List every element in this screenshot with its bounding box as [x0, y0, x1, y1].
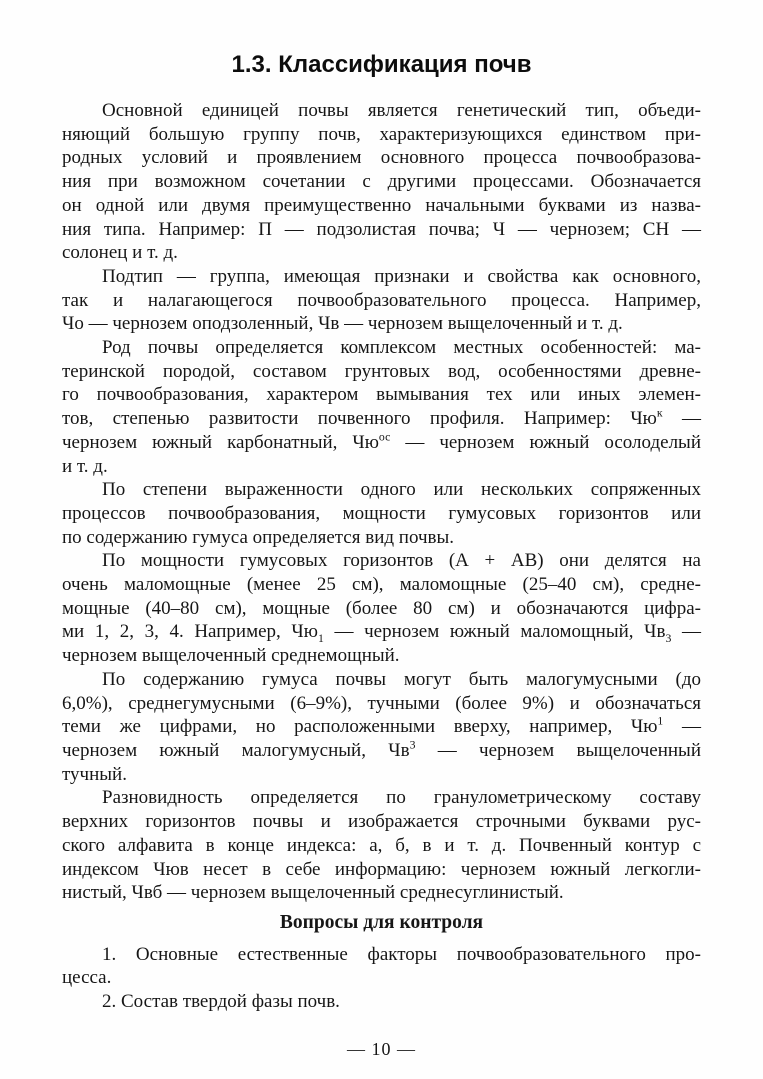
- text-line: нистый, Чвб — чернозем выщелоченный среднесуглинистый.: [62, 882, 564, 904]
- text-line: По степени выраженности одного или нескольких сопряженных: [102, 479, 701, 501]
- soil-index-superscript: к: [656, 406, 663, 420]
- question-item: [62, 943, 701, 990]
- soil-index-superscript: 3: [409, 738, 416, 752]
- text-line: ми 1, 2, 3, 4. Например, $Чю_1$ — чернозем южный маломощный, $Чв_3$ —: [62, 621, 702, 646]
- text-line: ния типа. Например: П — подзолистая почва; Ч — чернозем; СН —: [62, 218, 701, 240]
- paragraph: [62, 99, 701, 265]
- text-line: Основной единицей почвы является генетический тип, объеди-: [102, 100, 701, 121]
- soil-index-subscript: 1: [317, 632, 324, 646]
- questions-list: [62, 943, 701, 1014]
- paragraph: [62, 549, 701, 668]
- text-line: го почвообразования, характером вымывания тех или иных элемен-: [62, 384, 701, 406]
- text-line: цесса.: [62, 967, 112, 989]
- text-line: родных условий и проявлением основного процесса почвообразова-: [62, 147, 701, 169]
- text-line: тучный.: [62, 763, 127, 785]
- paragraph: [62, 668, 701, 787]
- text-line: процессов почвообразования, мощности гумусовых горизонтов или: [62, 502, 701, 524]
- text-line: няющий большую группу почв, характеризующихся единством при-: [62, 123, 701, 145]
- text-line: 2. Состав твердой фазы почв.: [102, 991, 340, 1013]
- text-line: чернозем выщелоченный среднемощный.: [62, 645, 400, 667]
- questions-subheading: Вопросы для контроля: [279, 911, 484, 933]
- text-line: тов, степенью развитости почвенного профиля. Например: $Чю^к$ —: [62, 406, 702, 430]
- paragraph: [62, 478, 701, 549]
- text-line: По мощности гумусовых горизонтов (А + АВ) они делятся на: [102, 550, 701, 572]
- body-text: [62, 99, 701, 905]
- question-item: [62, 990, 701, 1014]
- text-line: 6,0%), среднегумусными (6–9%), тучными (более 9%) и обозначаться: [62, 692, 701, 714]
- text-line: индексом Чюв несет в себе информацию: чернозем южный легкогли-: [62, 858, 701, 880]
- text-line: 1. Основные естественные факторы почвообразовательного про-: [102, 943, 701, 965]
- text-line: чернозем южный карбонатный, $Чю^{ос}$ — чернозем южный осолоделый: [62, 430, 701, 453]
- text-line: теринской породой, составом грунтовых вод, особенностями древне-: [62, 360, 701, 382]
- text-line: по содержанию гумуса определяется вид почвы.: [62, 526, 454, 548]
- paragraph: [62, 786, 701, 905]
- page-number: — 10 —: [347, 1039, 416, 1060]
- text-line: солонец и т. д.: [62, 242, 178, 264]
- text-line: Подтип — группа, имеющая признаки и свойства как основного,: [102, 265, 701, 287]
- text-line: верхних горизонтов почвы и изображается строчными буквами рус-: [62, 811, 701, 833]
- paragraph: [62, 265, 701, 336]
- text-line: так и налагающегося почвообразовательного процесса. Например,: [62, 289, 701, 311]
- text-line: По содержанию гумуса почвы могут быть малогумусными (до: [102, 668, 701, 690]
- text-line: Разновидность определяется по гранулометрическому составу: [102, 787, 701, 809]
- text-line: ского алфавита в конце индекса: а, б, в и т. д. Почвенный контур с: [62, 834, 701, 856]
- paragraph: [62, 336, 701, 478]
- soil-index-superscript: 1: [657, 714, 664, 728]
- text-line: очень маломощные (менее 25 см), маломощные (25–40 см), средне-: [62, 574, 701, 596]
- text-line: Чо — чернозем оподзоленный, Чв — чернозем выщелоченный и т. д.: [62, 313, 623, 335]
- text-line: чернозем южный малогумусный, $Чв^3$ — чернозем выщелоченный: [62, 738, 701, 761]
- section-title: 1.3. Классификация почв: [231, 51, 532, 78]
- soil-index-subscript: 3: [665, 632, 672, 646]
- soil-index-superscript: ос: [378, 430, 391, 444]
- text-line: и т. д.: [62, 455, 108, 477]
- text-line: ния при возможном сочетании с другими процессами. Обозначается: [62, 171, 701, 193]
- text-line: мощные (40–80 см), мощные (более 80 см) и обозначаются цифра-: [62, 597, 701, 619]
- text-line: он одной или двумя преимущественно начальными буквами из назва-: [62, 194, 701, 216]
- text-line: Род почвы определяется комплексом местных особенностей: ма-: [102, 337, 701, 359]
- text-line: теми же цифрами, но расположенными вверху, например, $Чю^1$ —: [62, 714, 701, 738]
